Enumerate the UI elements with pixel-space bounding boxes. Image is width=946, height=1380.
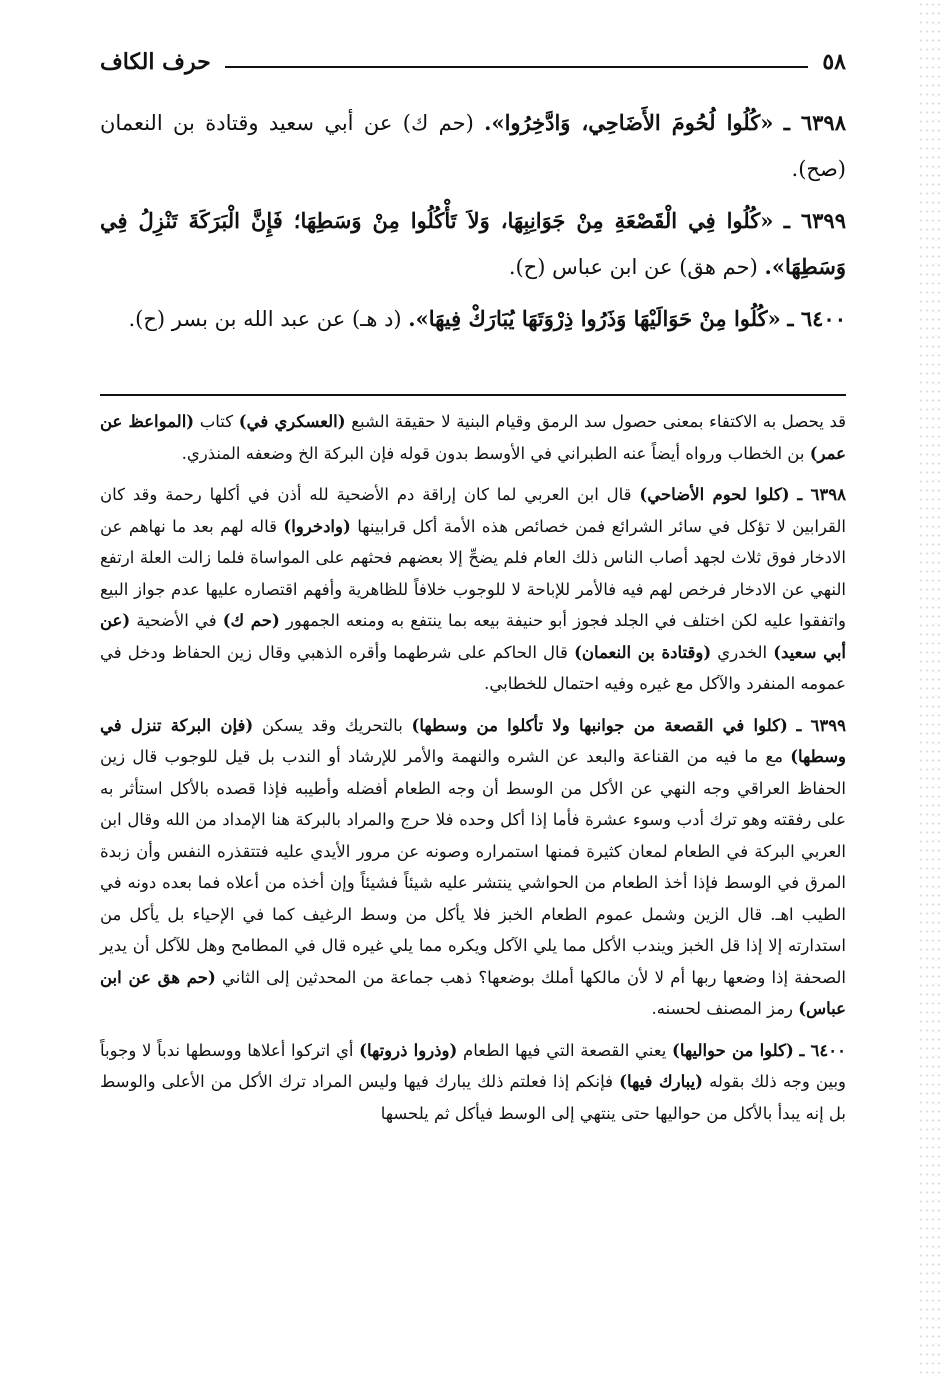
page-header xyxy=(100,42,846,82)
commentary-text: قال ابن العربي لما كان إراقة دم الأضحية لله أذن في أكلها رحمة وقد كان القرابين لا تؤكل في سائر الشرائع فمن خصائص هذه الأمة أكل قرابينها xyxy=(100,485,846,536)
commentary-text: في الأضحية xyxy=(136,611,217,630)
hadith-section xyxy=(100,100,846,348)
commentary-text: قال الحاكم على شرطهما وأقره الذهبي وقال زين الحفاظ ودخل في عمومه المنفرد والآكل مع غيره وفيه احتمال للخطابي. xyxy=(100,642,846,693)
commentary-text: يعني القصعة التي فيها الطعام xyxy=(463,1040,667,1060)
commentary-bold: (عن أبي سعيد) xyxy=(100,611,846,662)
commentary-text: قاله لهم بعد ما نهاهم عن الادخار فوق ثلاث لجهد أصاب الناس ذلك العام فلم يضحِّ إلا بعضهم فحثهم على المواساة فلما زالت العلة ارتفع النهي عن الادخار فرخص لهم فيه فالأمر للإباحة لا للوجوب خلافاً للظاهرية وأفهم اقتصاره عليها عدم جواز البيع واتفقوا عليه لكن اختلف في الجلد فجوز أبو حنيفة بيعه بما ينتفع به ومنعه الجمهور xyxy=(100,516,847,630)
commentary-text: بن الخطاب ورواه أيضاً عنه الطبراني في الأوسط بدون قوله فإن البركة الخ وضعفه المنذري. xyxy=(181,443,805,463)
commentary-bold: (يبارك فيها) xyxy=(619,1072,703,1091)
commentary-bold: (كلوا من حواليها) xyxy=(672,1040,794,1060)
header-rule xyxy=(225,66,809,68)
hadith-entry xyxy=(100,198,846,290)
commentary-6398 xyxy=(100,479,846,700)
commentary-bold: (العسكري في) xyxy=(238,412,346,431)
commentary-text: الخدري xyxy=(717,642,768,662)
commentary-text: بالتحريك وقد يسكن xyxy=(261,715,403,735)
hadith-entry xyxy=(100,100,846,192)
hadith-text: «كُلُوا فِي الْقَصْعَةِ مِنْ جَوَانِبِهَا، وَلاَ تَأْكُلُوا مِنْ وَسَطِهَا؛ فَإِنَّ الْبَرَكَةَ تَنْزِلُ فِي وَسَطِهَا». xyxy=(100,208,846,279)
commentary-number: ٦٤٠٠ ـ xyxy=(799,1040,846,1060)
commentary-6399 xyxy=(100,710,846,1025)
hadith-text: «كُلُوا لُحُومَ الأَضَاحِي، وَادَّخِرُوا». xyxy=(484,110,774,135)
hadith-source: (د هـ) عن عبد الله بن بسر (ح). xyxy=(128,307,402,331)
hadith-entry xyxy=(100,296,846,342)
commentary-text: أي اتركوا أعلاها ووسطها ندباً لا وجوباً وبين وجه ذلك بقوله xyxy=(100,1040,847,1091)
commentary-text: مع ما فيه من القناعة والبعد عن الشره والنهمة والأمر للإرشاد أو الندب بل قيل للوجوب قال زين الحفاظ العراقي وجه النهي عن الأكل من الوسط أن وجه الطعام أفضله وأطيبه فإذا قصده بالأكل استأثر به على رفقته وهو ترك أدب وسوء عشرة فأما إذا أكل وحده فلا حرج والمراد بالبركة هنا الإمداد من الله وقال ابن العربي البركة في الطعام لمعان كثيرة فمنها استمراره وصونه عن مرور الأيدي عليه فتتقذره النفس وأن زبدة المرق في الوسط فإذا أخذ الطعام من الحواشي ينتشر عليه شيئاً فشيئاً وإن أخذه من أعلاه فما بعده دونه في الطيب اهـ. قال الزين وشمل عموم الطعام الخبز فلا يأكل من وسط الرغيف كما في الإحياء بل يأكل من استدارته إلا إذا قل الخبز ويندب الأكل مما يلي الآكل ويكره مما يلي غيره قال في المطامح وهل للآكل أن يدير الصحفة إذا وضعها ربها أم لا لأن مالكها أملك بوضعها؟ ذهب جماعة من المحدثين إلى الثاني xyxy=(100,747,847,987)
commentary-bold: (كلوا في القصعة من جوانبها ولا تأكلوا من وسطها) xyxy=(411,715,788,735)
commentary-bold: (المواعظ عن عمر) xyxy=(100,412,846,463)
commentary-bold: (حم ك) xyxy=(222,611,280,630)
commentary-number: ٦٣٩٨ ـ xyxy=(797,485,846,504)
hadith-text: «كُلُوا مِنْ حَوَالَيْهَا وَذَرُوا ذِرْوَتَهَا يُبَارَكْ فِيهَا». xyxy=(408,306,781,331)
hadith-source: (حم هق) عن ابن عباس (ح). xyxy=(508,255,758,279)
hadith-number: ٦٤٠٠ ـ xyxy=(787,306,846,331)
commentary-intro xyxy=(100,406,846,469)
hadith-number: ٦٣٩٩ ـ xyxy=(783,208,846,233)
commentary-bold: (كلوا لحوم الأضاحي) xyxy=(639,485,790,504)
hadith-source: (حم ك) عن أبي سعيد وقتادة بن النعمان (صح). xyxy=(100,111,846,181)
page-number: ٥٨ xyxy=(822,49,846,75)
commentary-bold: (فإن البركة تنزل في وسطها) xyxy=(100,715,846,766)
chapter-title: حرف الكاف xyxy=(100,49,211,75)
commentary-text: قد يحصل به الاكتفاء بمعنى حصول سد الرمق وقيام البنية لا حقيقة الشبع xyxy=(351,412,846,431)
commentary-number: ٦٣٩٩ ـ xyxy=(796,715,846,735)
commentary-6400 xyxy=(100,1035,846,1130)
commentary-section xyxy=(100,406,846,1139)
commentary-bold: (وقتادة بن النعمان) xyxy=(574,642,712,662)
hadith-number: ٦٣٩٨ ـ xyxy=(783,110,846,135)
commentary-bold: (وادخروا) xyxy=(283,516,351,536)
commentary-text: كتاب xyxy=(199,412,234,431)
commentary-text: فإنكم إذا فعلتم ذلك يبارك فيها وليس المراد ترك الأكل من الأعلى والوسط بل إنه يبدأ بالأكل من حواليها حتى ينتهي إلى الوسط فيأكل ثم يلحسها xyxy=(100,1072,846,1123)
footnote-separator xyxy=(100,394,846,396)
commentary-text: رمز المصنف لحسنه. xyxy=(651,999,793,1018)
commentary-bold: (حم هق عن ابن عباس) xyxy=(100,967,846,1018)
commentary-bold: (وذروا ذروتها) xyxy=(359,1040,458,1060)
scan-edge-noise xyxy=(918,0,942,1380)
